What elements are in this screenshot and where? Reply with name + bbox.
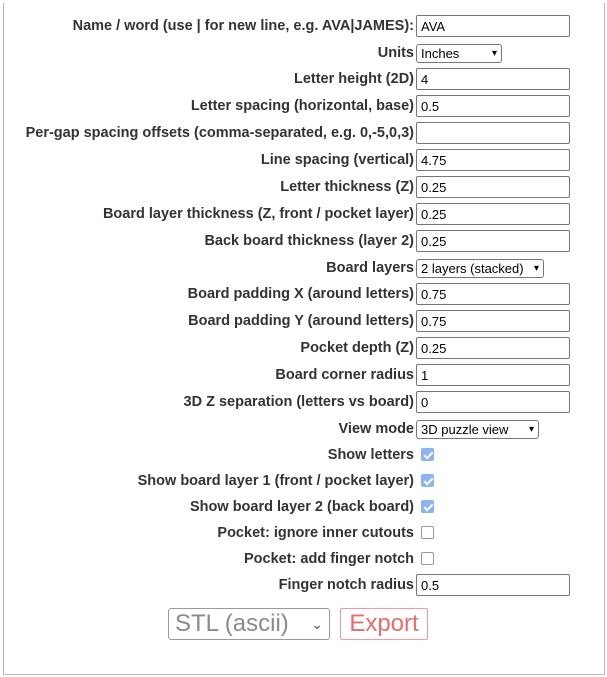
row-show-board-layer-1 bbox=[4, 468, 606, 494]
row-units bbox=[4, 40, 606, 66]
row-show-letters bbox=[4, 442, 606, 468]
row-board-layers bbox=[4, 255, 606, 281]
board-corner-radius-label: Board corner radius bbox=[275, 367, 414, 383]
row-board-padding-x bbox=[4, 281, 606, 307]
show-letters-checkbox[interactable] bbox=[421, 448, 434, 461]
finger-notch-radius-input[interactable] bbox=[416, 574, 570, 596]
pocket-ignore-inner-label: Pocket: ignore inner cutouts bbox=[217, 525, 414, 541]
pocket-finger-notch-label: Pocket: add finger notch bbox=[244, 551, 414, 567]
row-per-gap-offsets bbox=[4, 120, 606, 146]
row-pocket-finger-notch bbox=[4, 546, 606, 572]
board-layer-thickness-input[interactable] bbox=[416, 203, 570, 225]
view-mode-select[interactable] bbox=[416, 420, 539, 439]
view-mode-selected-value: 3D puzzle view bbox=[421, 422, 509, 437]
row-finger-notch-radius bbox=[4, 572, 606, 598]
show-board-layer-2-label: Show board layer 2 (back board) bbox=[190, 499, 414, 515]
per-gap-offsets-input[interactable] bbox=[416, 122, 570, 144]
board-layers-label: Board layers bbox=[326, 260, 414, 276]
units-selected-value: Inches bbox=[421, 46, 460, 61]
row-board-layer-thickness bbox=[4, 201, 606, 227]
letter-thickness-label: Letter thickness (Z) bbox=[280, 179, 414, 195]
export-format-selected-value: STL (ascii) bbox=[175, 610, 289, 637]
board-corner-radius-input[interactable] bbox=[416, 364, 570, 386]
row-z-separation bbox=[4, 389, 606, 415]
export-button[interactable]: Export bbox=[340, 608, 428, 640]
letter-height-label: Letter height (2D) bbox=[293, 71, 414, 87]
show-board-layer-1-checkbox[interactable] bbox=[421, 474, 434, 487]
pocket-depth-input[interactable] bbox=[416, 337, 570, 359]
pocket-ignore-inner-checkbox[interactable] bbox=[421, 526, 434, 539]
row-letter-thickness bbox=[4, 174, 606, 200]
row-back-board-thickness bbox=[4, 228, 606, 254]
letter-thickness-input[interactable] bbox=[416, 176, 570, 198]
units-label: Units bbox=[377, 45, 414, 61]
chevron-down-icon: ▾ bbox=[491, 48, 497, 59]
row-name-word bbox=[4, 13, 606, 39]
board-layers-select[interactable] bbox=[416, 259, 544, 278]
row-board-corner-radius bbox=[4, 362, 606, 388]
back-board-thickness-input[interactable] bbox=[416, 230, 570, 252]
row-show-board-layer-2 bbox=[4, 494, 606, 520]
row-board-padding-y bbox=[4, 308, 606, 334]
row-letter-spacing bbox=[4, 93, 606, 119]
z-separation-input[interactable] bbox=[416, 391, 570, 413]
pocket-finger-notch-checkbox[interactable] bbox=[421, 552, 434, 565]
board-padding-y-label: Board padding Y (around letters) bbox=[188, 313, 414, 329]
chevron-down-icon: ▾ bbox=[528, 424, 534, 435]
name-word-label: Name / word (use | for new line, e.g. AVA|JAMES): bbox=[72, 18, 414, 34]
letter-height-input[interactable] bbox=[416, 68, 570, 90]
z-separation-label: 3D Z separation (letters vs board) bbox=[183, 394, 414, 410]
letter-spacing-input[interactable] bbox=[416, 95, 570, 117]
show-board-layer-1-label: Show board layer 1 (front / pocket layer) bbox=[137, 473, 414, 489]
letter-spacing-label: Letter spacing (horizontal, base) bbox=[190, 98, 414, 114]
back-board-thickness-label: Back board thickness (layer 2) bbox=[204, 233, 414, 249]
per-gap-offsets-label: Per-gap spacing offsets (comma-separated, e.g. 0,-5,0,3) bbox=[25, 125, 414, 141]
board-layers-selected-value: 2 layers (stacked) bbox=[421, 261, 524, 276]
view-mode-label: View mode bbox=[338, 421, 414, 437]
row-pocket-depth bbox=[4, 335, 606, 361]
chevron-down-icon: ▾ bbox=[533, 263, 539, 274]
chevron-down-icon: ⌄ bbox=[311, 616, 323, 632]
line-spacing-label: Line spacing (vertical) bbox=[260, 152, 414, 168]
row-pocket-ignore-inner bbox=[4, 520, 606, 546]
settings-panel bbox=[3, 3, 605, 675]
units-select[interactable] bbox=[416, 44, 502, 63]
finger-notch-radius-label: Finger notch radius bbox=[278, 577, 414, 593]
pocket-depth-label: Pocket depth (Z) bbox=[300, 340, 414, 356]
board-layer-thickness-label: Board layer thickness (Z, front / pocket layer) bbox=[102, 206, 414, 222]
line-spacing-input[interactable] bbox=[416, 149, 570, 171]
board-padding-x-input[interactable] bbox=[416, 283, 570, 305]
row-letter-height bbox=[4, 66, 606, 92]
export-format-select[interactable] bbox=[168, 608, 330, 640]
name-word-input[interactable] bbox=[416, 15, 570, 37]
show-board-layer-2-checkbox[interactable] bbox=[421, 500, 434, 513]
board-padding-x-label: Board padding X (around letters) bbox=[187, 286, 414, 302]
row-line-spacing bbox=[4, 147, 606, 173]
row-view-mode bbox=[4, 416, 606, 442]
board-padding-y-input[interactable] bbox=[416, 310, 570, 332]
show-letters-label: Show letters bbox=[327, 447, 414, 463]
